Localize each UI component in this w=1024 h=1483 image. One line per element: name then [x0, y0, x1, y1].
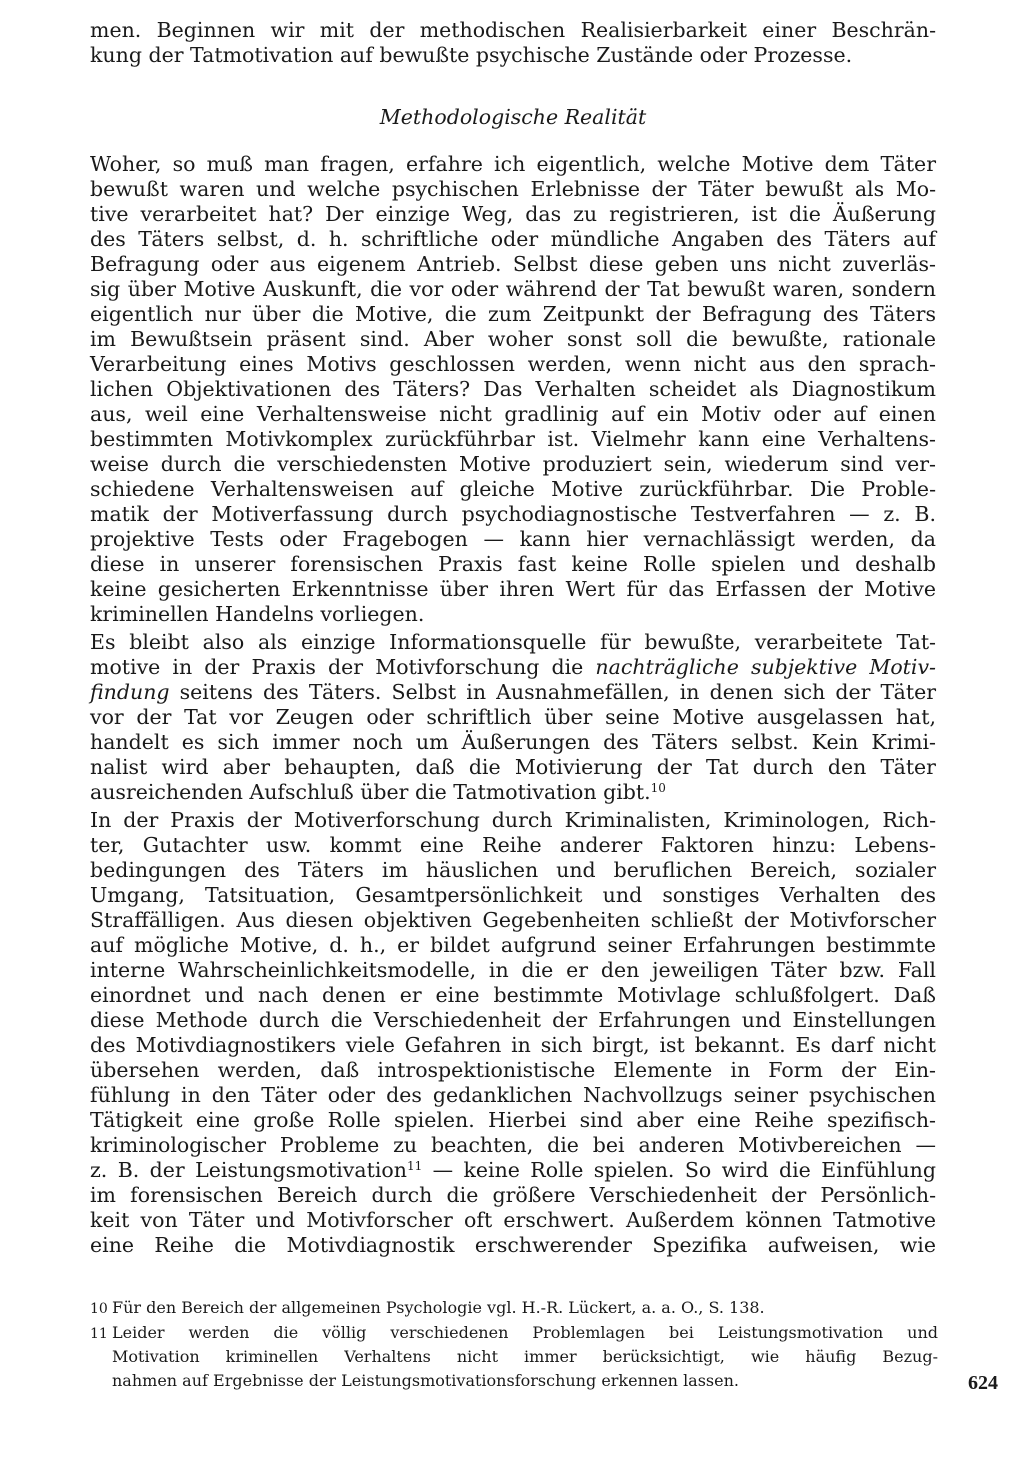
- text-run: ausreichenden Aufschluß über die Tatmotivation gibt.: [90, 780, 651, 804]
- text-line: Woher, so muß man fragen, erfahre ich eigentlich, welche Motive dem Täter: [90, 152, 936, 176]
- text-line: aus, weil eine Verhaltensweise nicht gradlinig auf ein Motiv oder auf einen: [90, 402, 936, 426]
- text-line: men. Beginnen wir mit der methodischen Realisierbarkeit einer Beschrän-: [90, 18, 936, 42]
- text-line: nalist wird aber behaupten, daß die Motivierung der Tat durch den Täter: [90, 755, 936, 779]
- text-line: diese Methode durch die Verschiedenheit der Erfahrungen und Einstellungen: [90, 1008, 936, 1032]
- text-line: Verarbeitung eines Motivs geschlossen werden, wenn nicht aus den sprach-: [90, 352, 936, 376]
- text-line: handelt es sich immer noch um Äußerungen des Täters selbst. Kein Krimi-: [90, 730, 936, 754]
- text-line: einordnet und nach denen er eine bestimmte Motivlage schlußfolgert. Daß: [90, 983, 936, 1007]
- text-line: sig über Motive Auskunft, die vor oder während der Tat bewußt waren, sondern: [90, 277, 936, 301]
- text-line: im forensischen Bereich durch die größere Verschiedenheit der Persönlich-: [90, 1183, 936, 1207]
- text-line: [90, 780, 936, 805]
- page-number: 624: [968, 1372, 998, 1394]
- text-run: z. B. der Leistungsmotivation: [90, 1158, 407, 1182]
- text-line: des Täters selbst, d. h. schriftliche oder mündliche Angaben des Täters auf: [90, 227, 936, 251]
- text-line: kriminellen Handelns vorliegen.: [90, 602, 425, 626]
- text-run: — keine Rolle spielen. So wird die Einfühlung: [422, 1158, 937, 1182]
- text-line: bestimmten Motivkomplex zurückführbar ist. Vielmehr kann eine Verhaltens-: [90, 427, 936, 451]
- footnote-line: nahmen auf Ergebnisse der Leistungsmotivationsforschung erkennen lassen.: [112, 1371, 739, 1390]
- text-line: des Motivdiagnostikers viele Gefahren in sich birgt, ist bekannt. Es darf nicht: [90, 1033, 936, 1057]
- footnote-line: Motivation kriminellen Verhaltens nicht immer berücksichtigt, wie häufig Bezug-: [112, 1347, 938, 1366]
- footnote-text: Für den Bereich der allgemeinen Psychologie vgl. H.-R. Lückert, a. a. O., S. 138.: [112, 1298, 765, 1317]
- text-line: schiedene Verhaltensweisen auf gleiche Motive zurückführbar. Die Proble-: [90, 477, 936, 501]
- text-line: Befragung oder aus eigenem Antrieb. Selbst diese geben uns nicht zuverläs-: [90, 252, 936, 276]
- text-line: tive verarbeitet hat? Der einzige Weg, das zu registrieren, ist die Äußerung: [90, 202, 936, 226]
- text-line: übersehen werden, daß introspektionistische Elemente in Form der Ein-: [90, 1058, 936, 1082]
- text-line: keine gesicherten Erkenntnisse über ihren Wert für das Erfassen der Motive: [90, 577, 936, 601]
- text-line: [90, 655, 936, 680]
- footnote-ref: 11: [406, 1159, 423, 1173]
- text-line: matik der Motiverfassung durch psychodiagnostische Testverfahren — z. B.: [90, 502, 936, 526]
- footnote-number: 10: [90, 1301, 108, 1317]
- text-line: lichen Objektivationen des Täters? Das Verhalten scheidet als Diagnostikum: [90, 377, 936, 401]
- footnote-ref: 10: [650, 781, 666, 795]
- text-line: projektive Tests oder Fragebogen — kann hier vernachlässigt werden, da: [90, 527, 936, 551]
- footnote-10: [90, 1297, 938, 1320]
- text-line: auf mögliche Motive, d. h., er bildet aufgrund seiner Erfahrungen bestimmte: [90, 933, 936, 957]
- text-line: bewußt waren und welche psychischen Erlebnisse der Täter bewußt als Mo-: [90, 177, 936, 201]
- text-line: kriminologischer Probleme zu beachten, die bei anderen Motivbereichen —: [90, 1133, 936, 1157]
- text-line: im Bewußtsein präsent sind. Aber woher sonst soll die bewußte, rationale: [90, 327, 936, 351]
- footnote-11: [90, 1322, 938, 1345]
- text-line: Straffälligen. Aus diesen objektiven Gegebenheiten schließt der Motivforscher: [90, 908, 936, 932]
- text-line: [90, 1158, 936, 1183]
- text-run: seitens des Täters. Selbst in Ausnahmefällen, in denen sich der Täter: [169, 680, 936, 704]
- text-run: motive in der Praxis der Motivforschung die: [90, 655, 596, 679]
- emphasis-text: findung: [90, 680, 170, 704]
- text-line: interne Wahrscheinlichkeitsmodelle, in die er den jeweiligen Täter bzw. Fall: [90, 958, 936, 982]
- emphasis-text: nachträgliche subjektive Motiv-: [595, 655, 936, 679]
- section-heading: Methodologische Realität: [379, 105, 647, 129]
- text-line: eigentlich nur über die Motive, die zum Zeitpunkt der Befragung des Täters: [90, 302, 936, 326]
- footnote-text: Leider werden die völlig verschiedenen Problemlagen bei Leistungsmotivation und: [112, 1323, 938, 1342]
- text-line: ter, Gutachter usw. kommt eine Reihe anderer Faktoren hinzu: Lebens-: [90, 833, 936, 857]
- text-line: diese in unserer forensischen Praxis fast keine Rolle spielen und deshalb: [90, 552, 936, 576]
- text-line: weise durch die verschiedensten Motive produziert sein, wiederum sind ver-: [90, 452, 936, 476]
- footnote-number: 11: [90, 1326, 108, 1342]
- text-line: bedingungen des Täters im häuslichen und beruflichen Bereich, sozialer: [90, 858, 936, 882]
- text-line: kung der Tatmotivation auf bewußte psychische Zustände oder Prozesse.: [90, 43, 853, 67]
- text-line: In der Praxis der Motiverforschung durch Kriminalisten, Kriminologen, Rich-: [90, 808, 936, 832]
- text-line: Umgang, Tatsituation, Gesamtpersönlichkeit und sonstiges Verhalten des: [90, 883, 936, 907]
- text-line: Tätigkeit eine große Rolle spielen. Hierbei sind aber eine Reihe spezifisch-: [90, 1108, 936, 1132]
- text-line: Es bleibt also als einzige Informationsquelle für bewußte, verarbeitete Tat-: [90, 630, 936, 654]
- text-line: fühlung in den Täter oder des gedanklichen Nachvollzugs seiner psychischen: [90, 1083, 936, 1107]
- text-line: vor der Tat vor Zeugen oder schriftlich über seine Motive ausgelassen hat,: [90, 705, 936, 729]
- text-line: eine Reihe die Motivdiagnostik erschwerender Spezifika aufweisen, wie: [90, 1233, 936, 1257]
- text-line: keit von Täter und Motivforscher oft erschwert. Außerdem können Tatmotive: [90, 1208, 936, 1232]
- text-line: [90, 680, 936, 705]
